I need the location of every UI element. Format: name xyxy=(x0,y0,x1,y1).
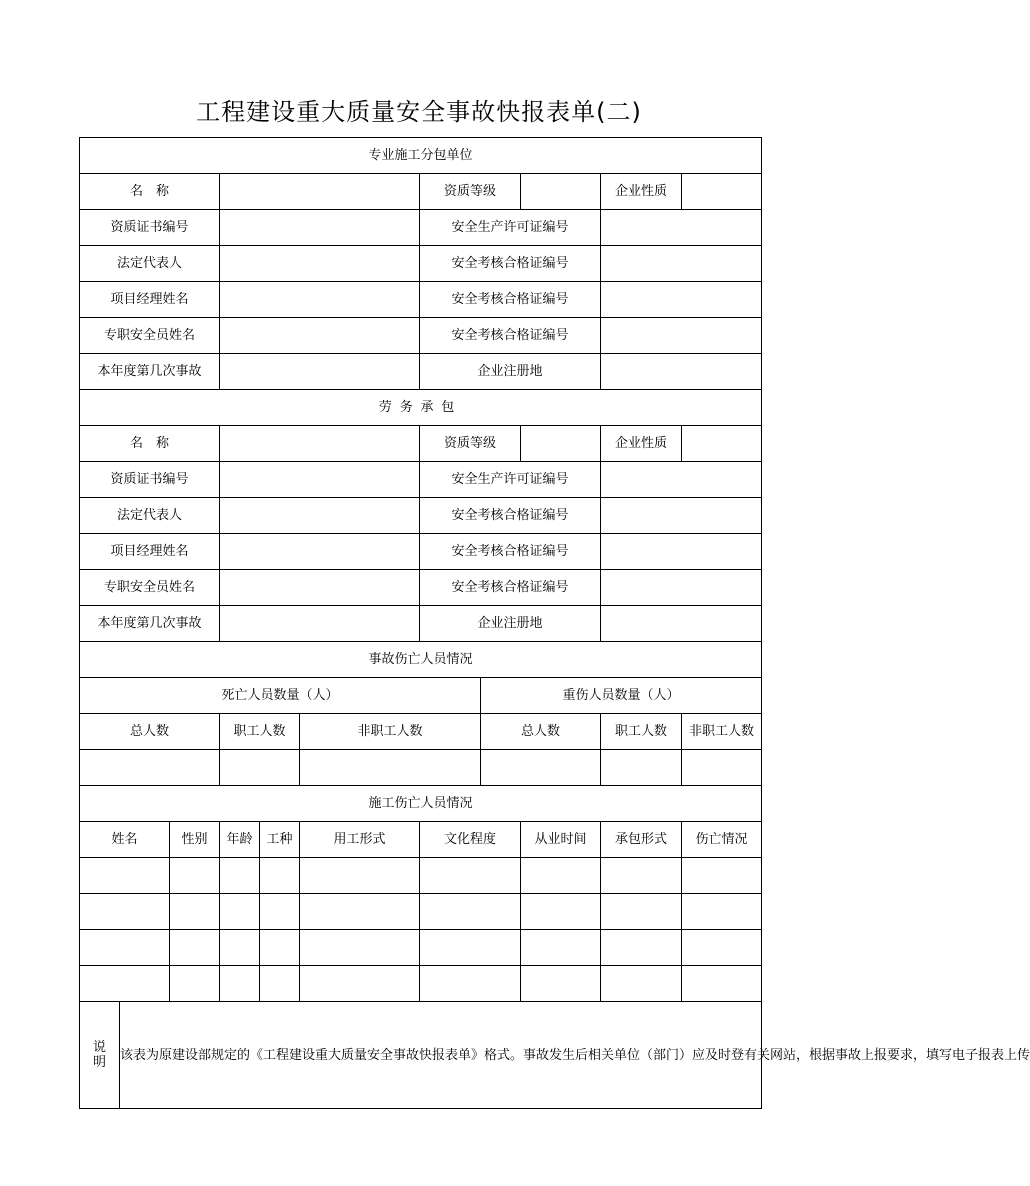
specialty-name-row xyxy=(80,174,762,210)
specialty-safety-officer-check-field[interactable] xyxy=(601,318,762,354)
cell-contract-form[interactable] xyxy=(601,894,682,930)
cell-education[interactable] xyxy=(420,858,521,894)
specialty-pm-label: 项目经理姓名 xyxy=(80,282,220,318)
cell-work-years[interactable] xyxy=(521,894,601,930)
injury-nonstaff-label: 非职工人数 xyxy=(682,714,762,750)
cell-job-type[interactable] xyxy=(260,930,300,966)
death-count-label: 死亡人员数量（人） xyxy=(80,678,481,714)
specialty-legal-check-field[interactable] xyxy=(601,246,762,282)
specialty-cert-no-field[interactable] xyxy=(220,210,420,246)
labor-cert-no-label: 资质证书编号 xyxy=(80,462,220,498)
labor-safety-officer-check-label: 安全考核合格证编号 xyxy=(420,570,601,606)
column-job-type: 工种 xyxy=(260,822,300,858)
cell-name[interactable] xyxy=(80,930,170,966)
cell-employment-form[interactable] xyxy=(300,894,420,930)
cell-gender[interactable] xyxy=(170,930,220,966)
injury-total-field[interactable] xyxy=(481,750,601,786)
table-row xyxy=(80,930,762,966)
labor-pm-check-label: 安全考核合格证编号 xyxy=(420,534,601,570)
casualty-header-row xyxy=(80,642,762,678)
death-nonstaff-field[interactable] xyxy=(300,750,481,786)
injury-nonstaff-field[interactable] xyxy=(682,750,762,786)
column-education: 文化程度 xyxy=(420,822,521,858)
cell-casualty-status[interactable] xyxy=(682,966,762,1002)
labor-legal-row xyxy=(80,498,762,534)
labor-safety-officer-label: 专职安全员姓名 xyxy=(80,570,220,606)
labor-pm-field[interactable] xyxy=(220,534,420,570)
cell-employment-form[interactable] xyxy=(300,930,420,966)
column-work-years: 从业时间 xyxy=(521,822,601,858)
cell-work-years[interactable] xyxy=(521,966,601,1002)
cell-education[interactable] xyxy=(420,966,521,1002)
cell-casualty-status[interactable] xyxy=(682,858,762,894)
specialty-name-label: 名 称 xyxy=(80,174,220,210)
cell-name[interactable] xyxy=(80,966,170,1002)
labor-legal-rep-label: 法定代表人 xyxy=(80,498,220,534)
labor-accident-no-label: 本年度第几次事故 xyxy=(80,606,220,642)
specialty-accident-no-field[interactable] xyxy=(220,354,420,390)
cell-casualty-status[interactable] xyxy=(682,930,762,966)
labor-section-header: 劳务承包 xyxy=(80,390,762,426)
cell-job-type[interactable] xyxy=(260,894,300,930)
specialty-legal-rep-field[interactable] xyxy=(220,246,420,282)
cell-name[interactable] xyxy=(80,858,170,894)
labor-header-row xyxy=(80,390,762,426)
specialty-legal-rep-label: 法定代表人 xyxy=(80,246,220,282)
injury-staff-label: 职工人数 xyxy=(601,714,682,750)
labor-qual-grade-field[interactable] xyxy=(521,426,601,462)
specialty-name-field[interactable] xyxy=(220,174,420,210)
cell-contract-form[interactable] xyxy=(601,966,682,1002)
cell-age[interactable] xyxy=(220,858,260,894)
casualty-subheader-row xyxy=(80,714,762,750)
column-employment-form: 用工形式 xyxy=(300,822,420,858)
labor-legal-check-field[interactable] xyxy=(601,498,762,534)
labor-safety-permit-label: 安全生产许可证编号 xyxy=(420,462,601,498)
labor-nature-field[interactable] xyxy=(682,426,762,462)
cell-contract-form[interactable] xyxy=(601,930,682,966)
column-gender: 性别 xyxy=(170,822,220,858)
specialty-reg-place-field[interactable] xyxy=(601,354,762,390)
specialty-reg-place-label: 企业注册地 xyxy=(420,354,601,390)
specialty-cert-row xyxy=(80,210,762,246)
column-casualty-status: 伤亡情况 xyxy=(682,822,762,858)
labor-accident-no-field[interactable] xyxy=(220,606,420,642)
death-total-field[interactable] xyxy=(80,750,220,786)
specialty-pm-row xyxy=(80,282,762,318)
cell-work-years[interactable] xyxy=(521,858,601,894)
note-row xyxy=(80,1002,762,1109)
note-text: 该表为原建设部规定的《工程建设重大质量安全事故快报表单》格式。事故发生后相关单位（部门）应及时登有关网站，根据事故上报要求，填写电子报表上传 xyxy=(120,1002,762,1109)
specialty-nature-field[interactable] xyxy=(682,174,762,210)
specialty-safety-permit-field[interactable] xyxy=(601,210,762,246)
specialty-accident-row xyxy=(80,354,762,390)
cell-contract-form[interactable] xyxy=(601,858,682,894)
labor-cert-no-field[interactable] xyxy=(220,462,420,498)
specialty-legal-row xyxy=(80,246,762,282)
cell-name[interactable] xyxy=(80,894,170,930)
specialty-cert-no-label: 资质证书编号 xyxy=(80,210,220,246)
casualty-value-row xyxy=(80,750,762,786)
specialty-accident-no-label: 本年度第几次事故 xyxy=(80,354,220,390)
labor-safety-officer-check-field[interactable] xyxy=(601,570,762,606)
construction-section-header: 施工伤亡人员情况 xyxy=(80,786,762,822)
column-name: 姓名 xyxy=(80,822,170,858)
injury-staff-field[interactable] xyxy=(601,750,682,786)
labor-reg-place-field[interactable] xyxy=(601,606,762,642)
labor-safety-permit-field[interactable] xyxy=(601,462,762,498)
casualty-section-header: 事故伤亡人员情况 xyxy=(80,642,762,678)
labor-reg-place-label: 企业注册地 xyxy=(420,606,601,642)
labor-pm-check-field[interactable] xyxy=(601,534,762,570)
cell-gender[interactable] xyxy=(170,858,220,894)
table-row xyxy=(80,966,762,1002)
cell-job-type[interactable] xyxy=(260,858,300,894)
cell-education[interactable] xyxy=(420,894,521,930)
specialty-safety-officer-row xyxy=(80,318,762,354)
cell-employment-form[interactable] xyxy=(300,858,420,894)
column-age: 年龄 xyxy=(220,822,260,858)
specialty-legal-check-label: 安全考核合格证编号 xyxy=(420,246,601,282)
labor-pm-label: 项目经理姓名 xyxy=(80,534,220,570)
specialty-section-header: 专业施工分包单位 xyxy=(80,138,762,174)
injury-count-label: 重伤人员数量（人） xyxy=(481,678,762,714)
labor-cert-row xyxy=(80,462,762,498)
cell-age[interactable] xyxy=(220,894,260,930)
labor-pm-row xyxy=(80,534,762,570)
cell-gender[interactable] xyxy=(170,894,220,930)
cell-casualty-status[interactable] xyxy=(682,894,762,930)
cell-education[interactable] xyxy=(420,930,521,966)
specialty-pm-check-label: 安全考核合格证编号 xyxy=(420,282,601,318)
death-staff-field[interactable] xyxy=(220,750,300,786)
cell-job-type[interactable] xyxy=(260,966,300,1002)
labor-safety-officer-field[interactable] xyxy=(220,570,420,606)
specialty-safety-officer-field[interactable] xyxy=(220,318,420,354)
table-row xyxy=(80,894,762,930)
specialty-header-row xyxy=(80,138,762,174)
specialty-qual-grade-label: 资质等级 xyxy=(420,174,521,210)
cell-age[interactable] xyxy=(220,966,260,1002)
cell-age[interactable] xyxy=(220,930,260,966)
cell-work-years[interactable] xyxy=(521,930,601,966)
casualty-group-row xyxy=(80,678,762,714)
death-staff-label: 职工人数 xyxy=(220,714,300,750)
specialty-safety-officer-check-label: 安全考核合格证编号 xyxy=(420,318,601,354)
specialty-nature-label: 企业性质 xyxy=(601,174,682,210)
page-title: 工程建设重大质量安全事故快报表单(二) xyxy=(196,98,642,126)
labor-qual-grade-label: 资质等级 xyxy=(420,426,521,462)
accident-report-form xyxy=(79,137,1030,1109)
labor-name-field[interactable] xyxy=(220,426,420,462)
labor-legal-rep-field[interactable] xyxy=(220,498,420,534)
construction-columns-row xyxy=(80,822,762,858)
labor-name-label: 名 称 xyxy=(80,426,220,462)
specialty-pm-check-field[interactable] xyxy=(601,282,762,318)
labor-name-row xyxy=(80,426,762,462)
cell-employment-form[interactable] xyxy=(300,966,420,1002)
table-row xyxy=(80,858,762,894)
death-nonstaff-label: 非职工人数 xyxy=(300,714,481,750)
labor-safety-officer-row xyxy=(80,570,762,606)
labor-legal-check-label: 安全考核合格证编号 xyxy=(420,498,601,534)
injury-total-label: 总人数 xyxy=(481,714,601,750)
specialty-qual-grade-field[interactable] xyxy=(521,174,601,210)
construction-header-row xyxy=(80,786,762,822)
cell-gender[interactable] xyxy=(170,966,220,1002)
labor-accident-row xyxy=(80,606,762,642)
labor-nature-label: 企业性质 xyxy=(601,426,682,462)
specialty-safety-permit-label: 安全生产许可证编号 xyxy=(420,210,601,246)
note-label: 说 明 xyxy=(80,1002,120,1109)
death-total-label: 总人数 xyxy=(80,714,220,750)
specialty-pm-field[interactable] xyxy=(220,282,420,318)
column-contract-form: 承包形式 xyxy=(601,822,682,858)
specialty-safety-officer-label: 专职安全员姓名 xyxy=(80,318,220,354)
